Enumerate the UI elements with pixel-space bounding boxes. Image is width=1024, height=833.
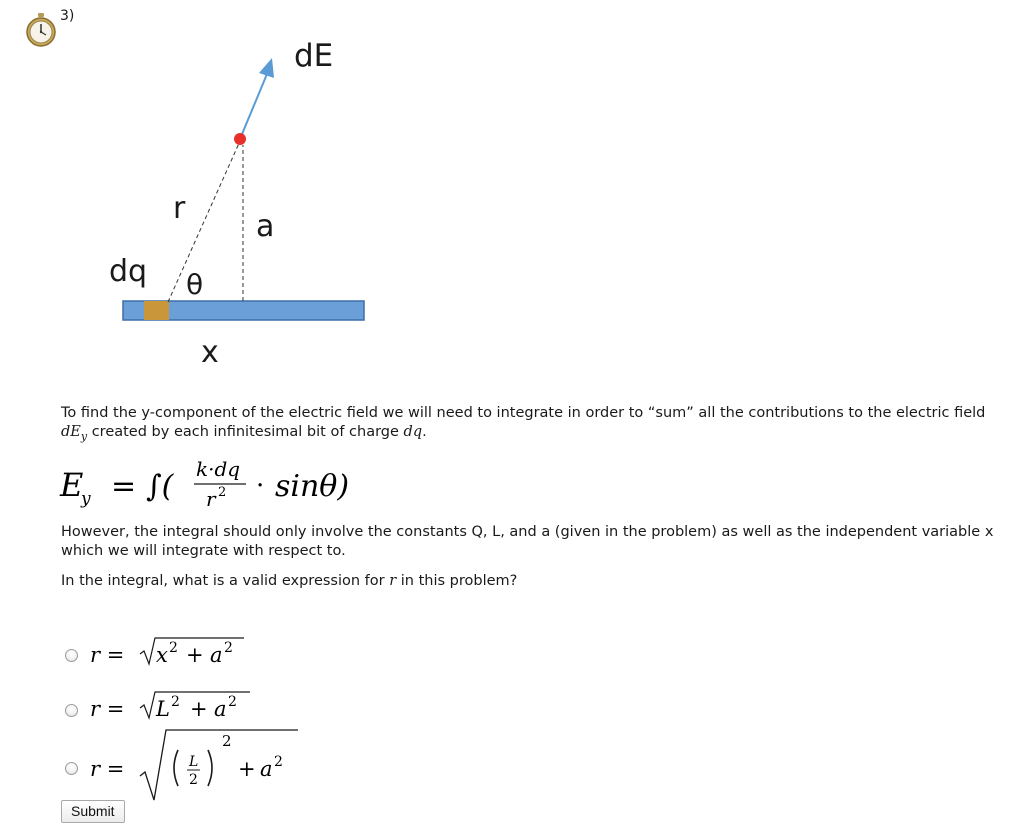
math-dq: dq: [403, 424, 423, 440]
opt3-plus: +: [238, 757, 256, 781]
opt3-left-paren: [174, 750, 178, 786]
option-1-expression[interactable]: [86, 632, 266, 670]
eq-denominator: r: [206, 487, 216, 511]
opt3-exp-b: 2: [274, 754, 283, 770]
option-2-expression[interactable]: [86, 686, 276, 724]
eq-equals: =: [111, 469, 137, 504]
eq-tail: sinθ): [275, 469, 350, 504]
integral-equation: [58, 452, 398, 514]
constraint-paragraph: However, the integral should only involve the constants Q, L, and a (given in the problem) as well as the independent variable x which we will integrate with respect to.: [61, 524, 994, 559]
opt2-var-b: a: [214, 697, 227, 721]
math-dE-sub: y: [80, 429, 88, 443]
para1-text-a: To find the y-component of the electric field we will need to integrate in order to “sum” all the contributions to the electric field: [61, 405, 986, 421]
physics-diagram: [0, 0, 420, 380]
instruction-paragraph: [61, 404, 1001, 446]
opt2-var-a: L: [156, 697, 170, 721]
charge-segment-dq: [144, 301, 169, 320]
eq-lhs-sub: y: [81, 489, 91, 509]
option-3-radio[interactable]: [65, 762, 78, 775]
opt1-lhs: r =: [90, 643, 125, 667]
opt2-lhs: r =: [90, 697, 125, 721]
eq-denominator-exp: 2: [218, 485, 227, 500]
label-dq: dq: [109, 254, 148, 289]
question-number: 3): [60, 8, 75, 24]
label-theta: θ: [186, 268, 204, 301]
option-2-radio[interactable]: [65, 704, 78, 717]
opt3-outer-exp: 2: [222, 732, 232, 750]
opt1-var-a: x: [156, 643, 168, 667]
para1-text-b: created by each infinitesimal bit of charge: [87, 424, 404, 440]
de-vector-line: [240, 74, 267, 139]
question-prompt: [61, 572, 1001, 591]
option-3-expression[interactable]: [86, 724, 316, 804]
math-dE: dE: [61, 424, 81, 440]
eq-dot: ·: [256, 471, 265, 501]
opt2-exp-a: 2: [171, 694, 180, 710]
option-1-radio[interactable]: [65, 649, 78, 662]
eq-integral: ∫(: [146, 469, 174, 504]
submit-button[interactable]: Submit: [61, 800, 125, 823]
opt1-var-b: a: [210, 643, 223, 667]
opt3-lhs: r =: [90, 757, 125, 781]
opt3-right-paren: [208, 750, 212, 786]
opt2-plus: +: [190, 697, 208, 721]
para3-text-a: In the integral, what is a valid expression for: [61, 573, 390, 589]
opt2-exp-b: 2: [228, 694, 237, 710]
de-vector-arrowhead: [259, 58, 274, 78]
para3-text-b: in this problem?: [396, 573, 518, 589]
label-dE: dE: [294, 38, 334, 74]
label-a: a: [256, 209, 275, 244]
opt1-plus: +: [186, 643, 204, 667]
math-r: r: [389, 573, 397, 589]
label-r: r: [173, 191, 186, 226]
para1-text-c: .: [422, 424, 427, 440]
eq-numerator: k·dq: [196, 457, 241, 481]
opt3-var-b: a: [260, 757, 273, 781]
field-point: [234, 133, 246, 145]
opt3-frac-num: L: [189, 754, 199, 770]
label-x: x: [201, 335, 219, 370]
eq-lhs: E: [60, 466, 84, 504]
opt1-exp-b: 2: [224, 640, 233, 656]
opt3-frac-den: 2: [189, 772, 198, 788]
opt1-exp-a: 2: [169, 640, 178, 656]
